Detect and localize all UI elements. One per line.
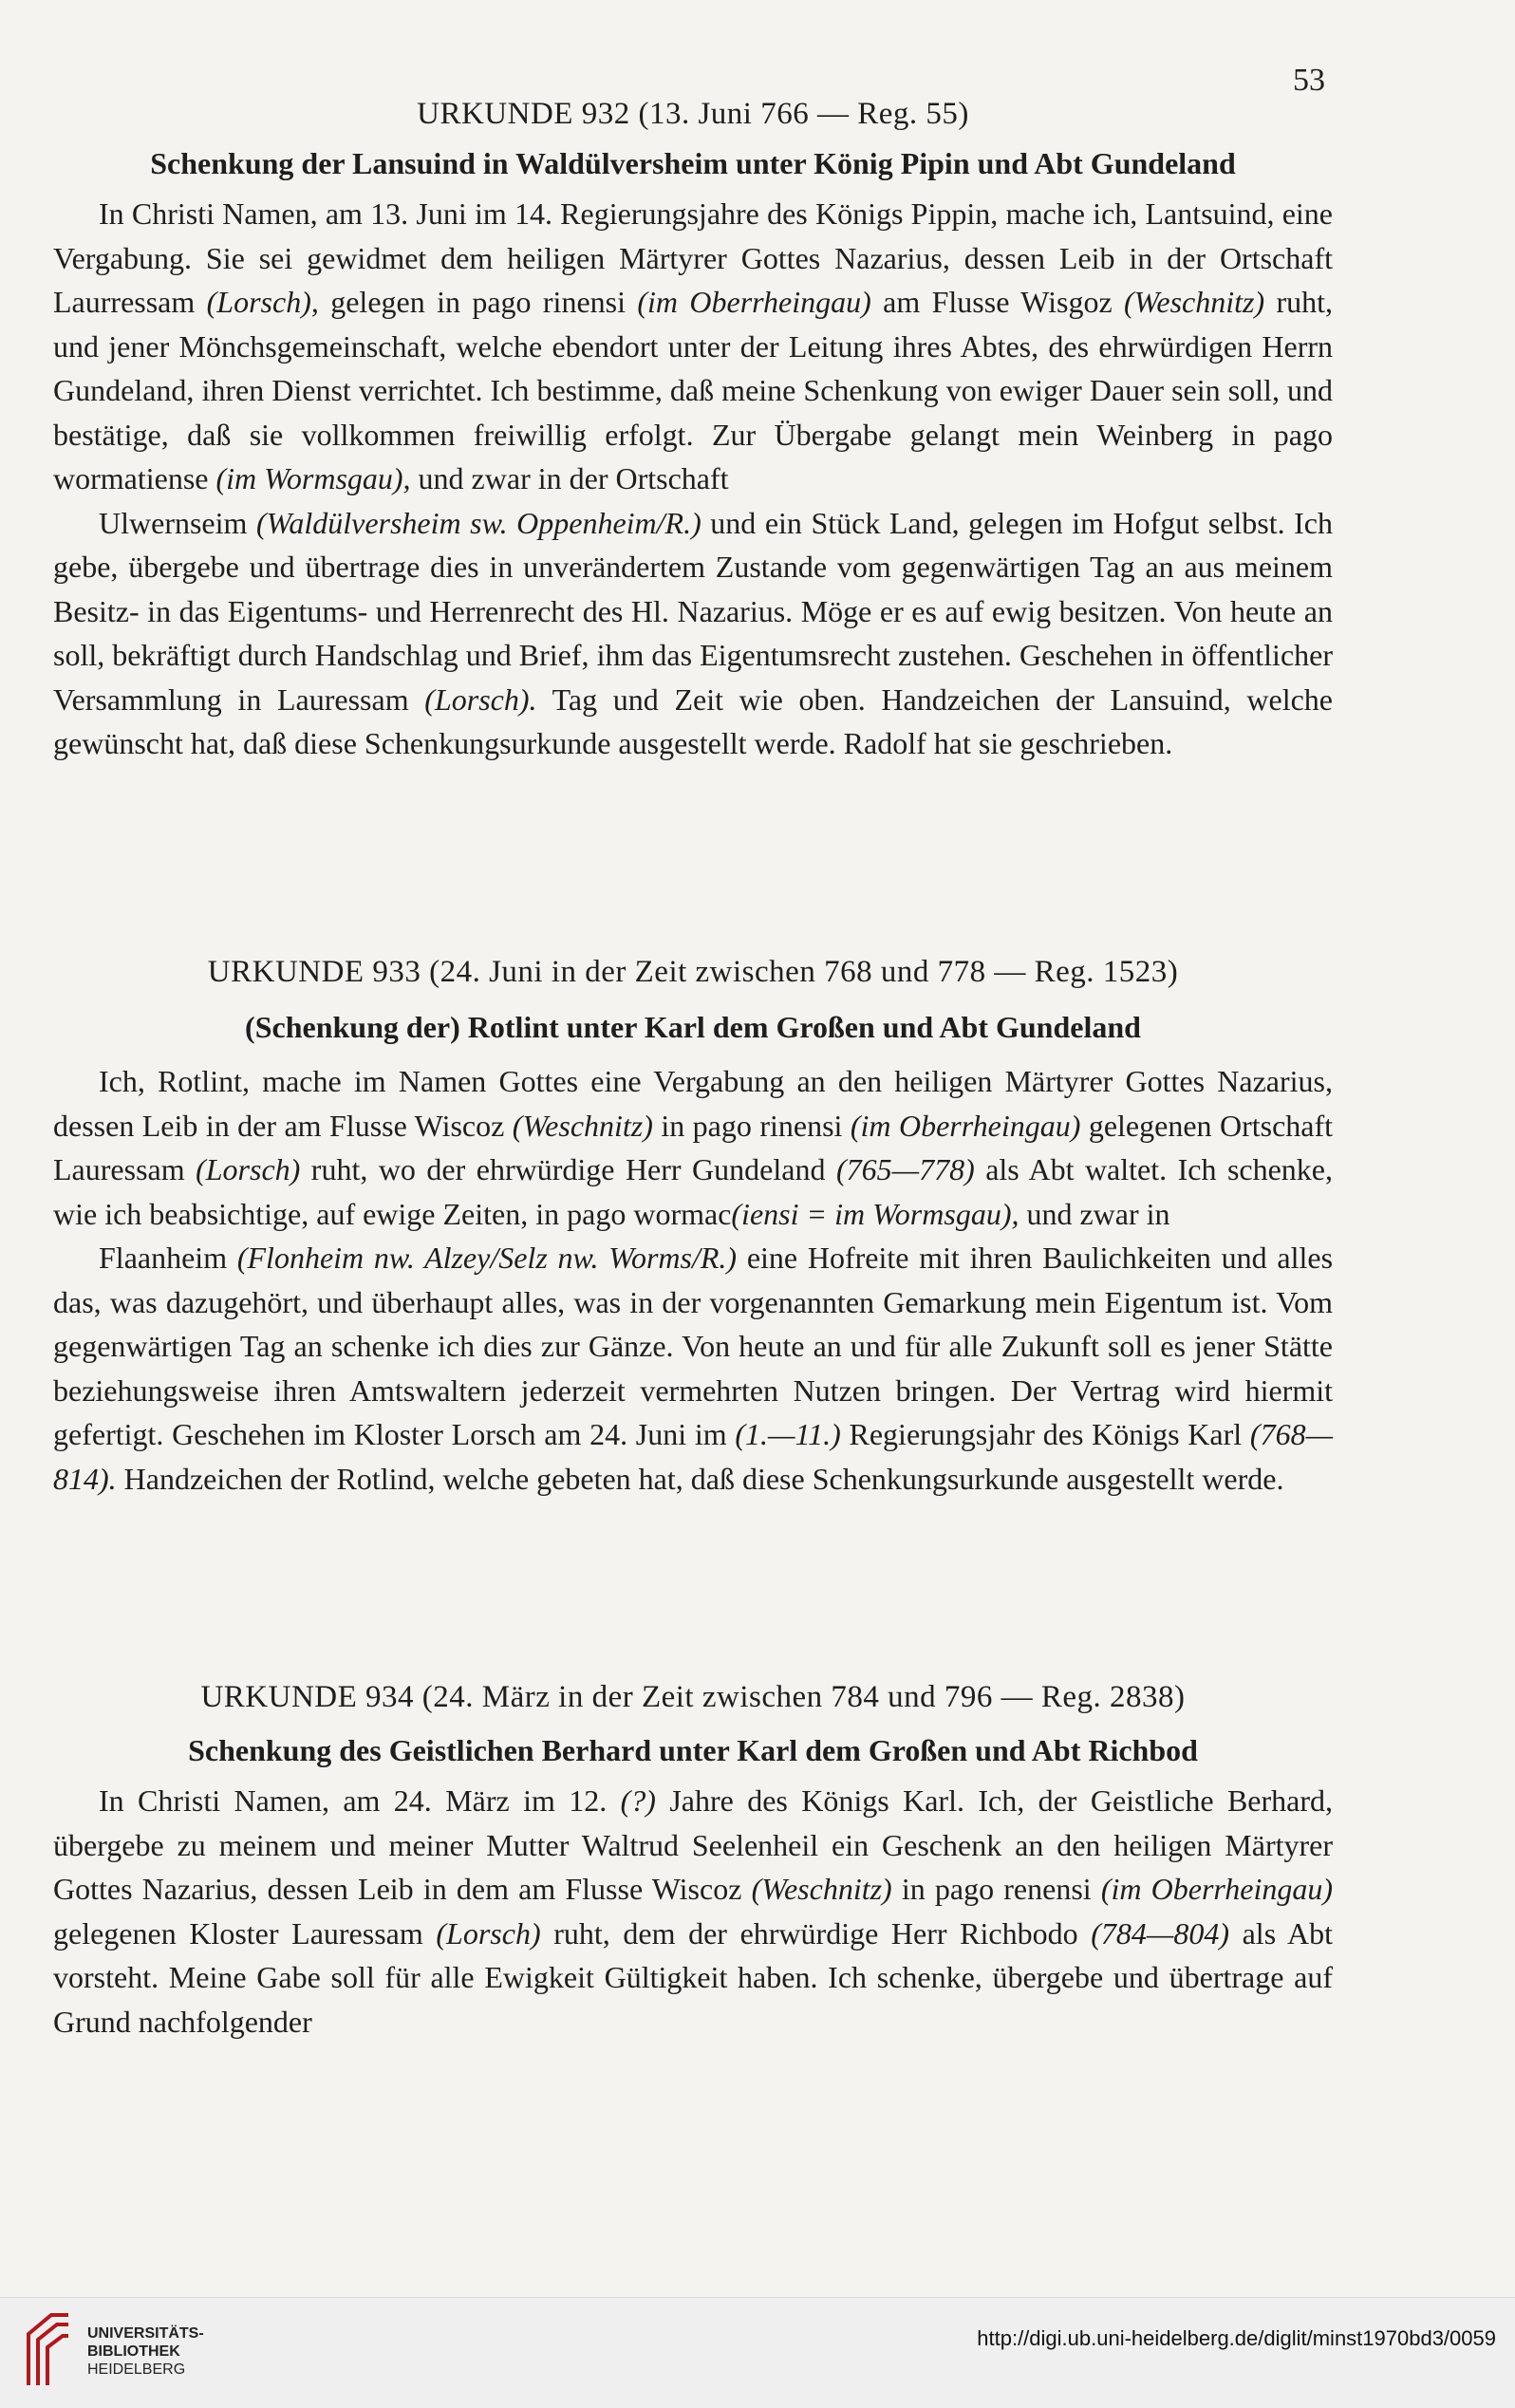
paragraph: Flaanheim (Flonheim nw. Alzey/Selz nw. Worms/R.) eine Hofreite mit ihren Baulichkeiten und alles das, was dazugehört, und überhaupt alles, was in der vorgenannten Gemarkung mein Eigentum ist. Vom gegenwärtigen Tag an schenke ich dies zur Gänze. Von heute an und für alle Zukunft soll es jener Stätte beziehungsweise ihren Amtswaltern jederzeit vermehrten Nutzen bringen. Der Vertrag wird hiermit gefertigt. Geschehen im Kloster Lorsch am 24. Juni im (1.—11.) Regierungsjahr des Königs Karl (768—814). Handzeichen der Rotlind, welche gebeten hat, daß diese Schenkungsurkunde ausgestellt werde. (53, 1241, 1334, 1496)
urkunde-934 (53, 1674, 1333, 2044)
section-heading: URKUNDE 934 (24. März in der Zeit zwischen 784 und 796 — Reg. 2838) (200, 1680, 1186, 1714)
section-subheading: Schenkung der Lansuind in Waldülversheim unter König Pipin und Abt Gundeland (150, 146, 1236, 180)
ub-heidelberg-logo-icon (19, 2311, 74, 2389)
source-url[interactable]: http://digi.ub.uni-heidelberg.de/diglit/minst1970bd3/0059 (977, 2326, 1496, 2350)
section-heading: URKUNDE 932 (13. Juni 766 — Reg. 55) (417, 97, 969, 131)
paragraph: In Christi Namen, am 24. März im 12. (?) Jahre des Königs Karl. Ich, der Geistliche Berhard, übergebe zu meinem und meiner Mutter Waltrud Seelenheil ein Geschenk an den heiligen Märtyrer Gottes Nazarius, dessen Leib in dem am Flusse Wiscoz (Weschnitz) in pago renensi (im Oberrheingau) gelegenen Kloster Lauressam (Lorsch) ruht, dem der ehrwürdige Herr Richbodo (784—804) als Abt vorsteht. Meine Gabe soll für alle Ewigkeit Gültigkeit haben. Ich schenke, übergebe und übertrage auf Grund nachfolgender (53, 1783, 1334, 2039)
paragraph: Ich, Rotlint, mache im Namen Gottes eine Vergabung an den heiligen Märtyrer Gottes Nazarius, dessen Leib in der am Flusse Wiscoz (Weschnitz) in pago rinensi (im Oberrheingau) gelegenen Ortschaft Lauressam (Lorsch) ruht, wo der ehrwürdige Herr Gundeland (765—778) als Abt waltet. Ich schenke, wie ich beabsichtige, auf ewige Zeiten, in pago wormac(iensi = im Wormsgau), und zwar in (53, 1064, 1334, 1231)
library-name: UNIVERSITÄTS- BIBLIOTHEK HEIDELBERG (87, 2325, 204, 2378)
page-number: 53 (1293, 63, 1325, 98)
section-subheading: (Schenkung der) Rotlint unter Karl dem Großen und Abt Gundeland (245, 1010, 1141, 1044)
section-heading: URKUNDE 933 (24. Juni in der Zeit zwischen 768 und 778 — Reg. 1523) (207, 955, 1179, 989)
digitization-footer (0, 2297, 1515, 2408)
paragraph: In Christi Namen, am 13. Juni im 14. Regierungsjahre des Königs Pippin, mache ich, Lantsuind, eine Vergabung. Sie sei gewidmet dem heiligen Märtyrer Gottes Nazarius, dessen Leib in der Ortschaft Laurressam (Lorsch), gelegen in pago rinensi (im Oberrheingau) am Flusse Wisgoz (Weschnitz) ruht, und jener Mönchsgemeinschaft, welche ebendort unter der Leitung ihres Abtes, des ehrwürdigen Herrn Gundeland, ihren Dienst verrichtet. Ich bestimme, daß meine Schenkung von ewiger Dauer sein soll, und bestätige, daß sie vollkommen freiwillig erfolgt. Zur Übergabe gelangt mein Weinberg in pago wormatiense (im Wormsgau), und zwar in der Ortschaft (53, 196, 1334, 495)
section-subheading: Schenkung des Geistlichen Berhard unter Karl dem Großen und Abt Richbod (188, 1733, 1198, 1767)
paragraph: Ulwernseim (Waldülversheim sw. Oppenheim/R.) und ein Stück Land, gelegen im Hofgut selbst. Ich gebe, übergebe und übertrage dies in unverändertem Zustande vom gegenwärtigen Tag an aus meinem Besitz- in das Eigentums- und Herrenrecht des Hl. Nazarius. Möge er es auf ewig besitzen. Von heute an soll, bekräftigt durch Handschlag und Brief, ihm das Eigentumsrecht zustehen. Geschehen in öffentlicher Versammlung in Lauressam (Lorsch). Tag und Zeit wie oben. Handzeichen der Lansuind, welche gewünscht hat, daß diese Schenkungsurkunde ausgestellt werde. Radolf hat sie geschrieben. (53, 505, 1334, 760)
urkunde-933 (53, 949, 1333, 1501)
urkunde-932 (53, 91, 1333, 766)
